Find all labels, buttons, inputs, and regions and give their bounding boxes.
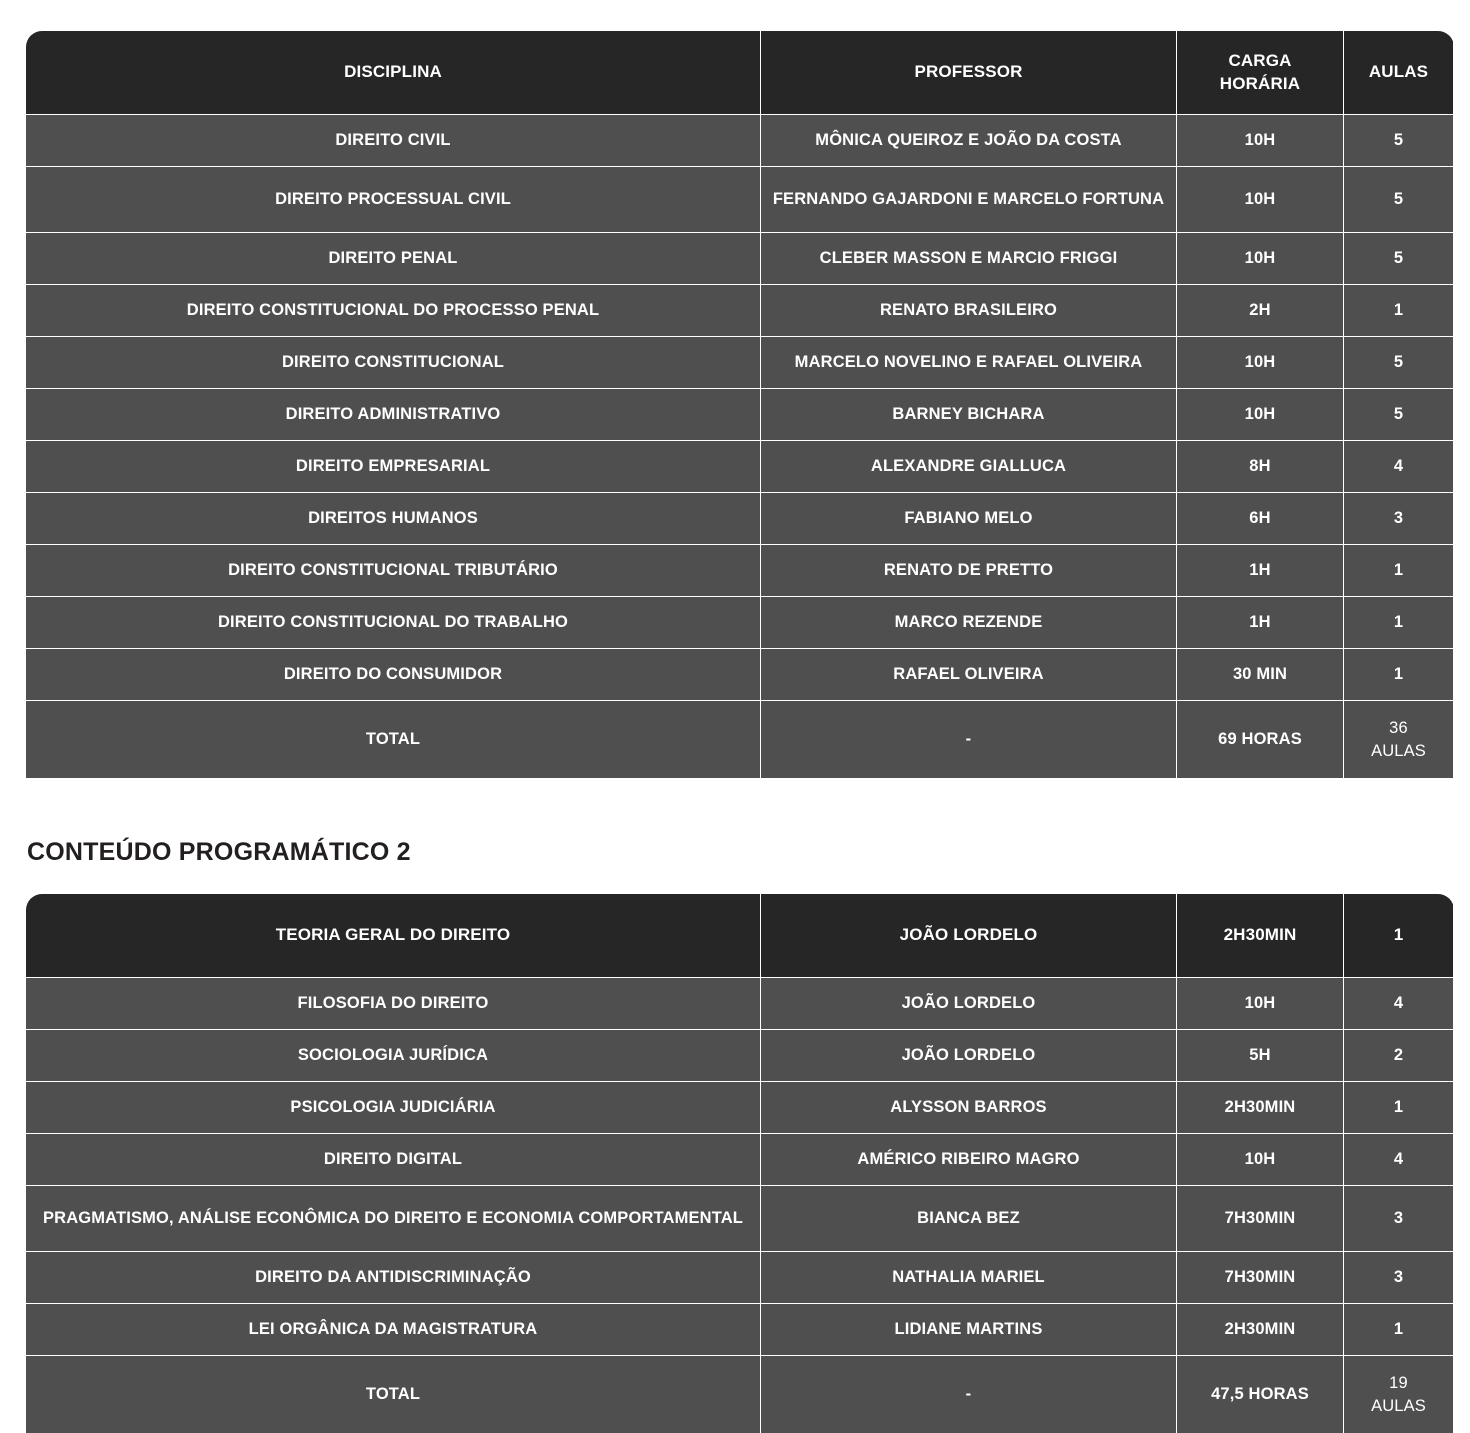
cell-professor: RENATO BRASILEIRO <box>761 285 1177 337</box>
table-header-row <box>26 31 1454 115</box>
cell-carga-horaria: 2H30MIN <box>1177 894 1344 978</box>
cell-disciplina: DIREITO CIVIL <box>26 115 761 167</box>
table-row <box>26 649 1454 701</box>
cell-professor: LIDIANE MARTINS <box>761 1304 1177 1356</box>
cell-disciplina: DIREITO CONSTITUCIONAL DO TRABALHO <box>26 597 761 649</box>
cell-aulas: 4 <box>1344 1134 1454 1186</box>
table-row <box>26 493 1454 545</box>
total-label: TOTAL <box>26 701 761 779</box>
cell-carga-horaria: 10H <box>1177 389 1344 441</box>
total-professor: - <box>761 1356 1177 1433</box>
cell-disciplina: PSICOLOGIA JUDICIÁRIA <box>26 1082 761 1134</box>
cell-disciplina: DIREITO ADMINISTRATIVO <box>26 389 761 441</box>
table-row <box>26 337 1454 389</box>
cell-aulas: 5 <box>1344 389 1454 441</box>
table-row <box>26 1252 1454 1304</box>
table-row <box>26 978 1454 1030</box>
table-row <box>26 441 1454 493</box>
cell-aulas: 1 <box>1344 1304 1454 1356</box>
cell-disciplina: DIREITO PROCESSUAL CIVIL <box>26 167 761 233</box>
cell-professor: BIANCA BEZ <box>761 1186 1177 1252</box>
cell-professor: ALYSSON BARROS <box>761 1082 1177 1134</box>
cell-aulas: 5 <box>1344 233 1454 285</box>
cell-professor: MÔNICA QUEIROZ E JOÃO DA COSTA <box>761 115 1177 167</box>
curriculum-table-2 <box>25 893 1454 1433</box>
cell-carga-horaria: 10H <box>1177 115 1344 167</box>
carga-header-line1: CARGA <box>1228 50 1292 70</box>
table-row <box>26 545 1454 597</box>
cell-disciplina: DIREITO DIGITAL <box>26 1134 761 1186</box>
cell-aulas: 5 <box>1344 115 1454 167</box>
cell-professor: ALEXANDRE GIALLUCA <box>761 441 1177 493</box>
table-row <box>26 1304 1454 1356</box>
cell-disciplina: FILOSOFIA DO DIREITO <box>26 978 761 1030</box>
cell-carga-horaria: 6H <box>1177 493 1344 545</box>
section-title-conteudo-programatico-2: CONTEÚDO PROGRAMÁTICO 2 <box>27 838 411 866</box>
cell-professor: FERNANDO GAJARDONI E MARCELO FORTUNA <box>761 167 1177 233</box>
cell-aulas: 3 <box>1344 1186 1454 1252</box>
table-row <box>26 597 1454 649</box>
total-professor: - <box>761 701 1177 779</box>
cell-carga-horaria: 8H <box>1177 441 1344 493</box>
total-label: TOTAL <box>26 1356 761 1433</box>
cell-professor: BARNEY BICHARA <box>761 389 1177 441</box>
table-row <box>26 389 1454 441</box>
cell-professor: MARCO REZENDE <box>761 597 1177 649</box>
cell-professor: AMÉRICO RIBEIRO MAGRO <box>761 1134 1177 1186</box>
column-header-disciplina: DISCIPLINA <box>26 31 761 115</box>
cell-aulas: 5 <box>1344 167 1454 233</box>
cell-disciplina: PRAGMATISMO, ANÁLISE ECONÔMICA DO DIREITO E ECONOMIA COMPORTAMENTAL <box>26 1186 761 1252</box>
cell-disciplina: DIREITO EMPRESARIAL <box>26 441 761 493</box>
cell-disciplina: TEORIA GERAL DO DIREITO <box>26 894 761 978</box>
cell-disciplina: DIREITOS HUMANOS <box>26 493 761 545</box>
cell-carga-horaria: 10H <box>1177 337 1344 389</box>
cell-carga-horaria: 7H30MIN <box>1177 1186 1344 1252</box>
cell-carga-horaria: 2H30MIN <box>1177 1304 1344 1356</box>
table-total-row <box>26 1356 1454 1433</box>
cell-disciplina: LEI ORGÂNICA DA MAGISTRATURA <box>26 1304 761 1356</box>
cell-carga-horaria: 1H <box>1177 597 1344 649</box>
cell-carga-horaria: 2H30MIN <box>1177 1082 1344 1134</box>
cell-aulas: 1 <box>1344 649 1454 701</box>
cell-aulas: 1 <box>1344 597 1454 649</box>
cell-aulas: 3 <box>1344 1252 1454 1304</box>
cell-professor: CLEBER MASSON E MARCIO FRIGGI <box>761 233 1177 285</box>
cell-professor: MARCELO NOVELINO E RAFAEL OLIVEIRA <box>761 337 1177 389</box>
cell-carga-horaria: 10H <box>1177 1134 1344 1186</box>
cell-disciplina: DIREITO DO CONSUMIDOR <box>26 649 761 701</box>
cell-professor: RENATO DE PRETTO <box>761 545 1177 597</box>
cell-carga-horaria: 30 MIN <box>1177 649 1344 701</box>
cell-professor: NATHALIA MARIEL <box>761 1252 1177 1304</box>
total-aulas <box>1344 701 1454 779</box>
cell-disciplina: DIREITO PENAL <box>26 233 761 285</box>
table-row <box>26 167 1454 233</box>
cell-disciplina: DIREITO DA ANTIDISCRIMINAÇÃO <box>26 1252 761 1304</box>
cell-aulas: 4 <box>1344 441 1454 493</box>
cell-professor: JOÃO LORDELO <box>761 978 1177 1030</box>
cell-professor: FABIANO MELO <box>761 493 1177 545</box>
table-row <box>26 115 1454 167</box>
table-row <box>26 1186 1454 1252</box>
cell-disciplina: DIREITO CONSTITUCIONAL DO PROCESSO PENAL <box>26 285 761 337</box>
cell-disciplina: DIREITO CONSTITUCIONAL <box>26 337 761 389</box>
table-total-row <box>26 701 1454 779</box>
cell-aulas: 2 <box>1344 1030 1454 1082</box>
cell-carga-horaria: 2H <box>1177 285 1344 337</box>
cell-disciplina: DIREITO CONSTITUCIONAL TRIBUTÁRIO <box>26 545 761 597</box>
cell-carga-horaria: 7H30MIN <box>1177 1252 1344 1304</box>
table-row <box>26 1082 1454 1134</box>
total-carga-horaria: 47,5 HORAS <box>1177 1356 1344 1433</box>
column-header-professor: PROFESSOR <box>761 31 1177 115</box>
total-aulas-count: 36 <box>1389 719 1408 738</box>
total-aulas-unit: AULAS <box>1371 741 1426 760</box>
cell-professor: RAFAEL OLIVEIRA <box>761 649 1177 701</box>
total-aulas-count: 19 <box>1389 1374 1408 1393</box>
table-row <box>26 285 1454 337</box>
cell-professor: JOÃO LORDELO <box>761 894 1177 978</box>
curriculum-table-1 <box>25 30 1454 779</box>
cell-carga-horaria: 1H <box>1177 545 1344 597</box>
cell-carga-horaria: 5H <box>1177 1030 1344 1082</box>
column-header-carga-horaria <box>1177 31 1344 115</box>
cell-aulas: 1 <box>1344 1082 1454 1134</box>
cell-carga-horaria: 10H <box>1177 233 1344 285</box>
cell-aulas: 1 <box>1344 894 1454 978</box>
table-row <box>26 233 1454 285</box>
cell-carga-horaria: 10H <box>1177 978 1344 1030</box>
cell-aulas: 1 <box>1344 285 1454 337</box>
carga-header-line2: HORÁRIA <box>1219 73 1301 93</box>
table-row-highlighted <box>26 894 1454 978</box>
table-row <box>26 1030 1454 1082</box>
cell-aulas: 1 <box>1344 545 1454 597</box>
column-header-aulas: AULAS <box>1344 31 1454 115</box>
table-2-body <box>26 894 1454 1433</box>
cell-disciplina: SOCIOLOGIA JURÍDICA <box>26 1030 761 1082</box>
cell-aulas: 4 <box>1344 978 1454 1030</box>
total-aulas <box>1344 1356 1454 1433</box>
cell-carga-horaria: 10H <box>1177 167 1344 233</box>
table-1-body <box>26 115 1454 779</box>
cell-aulas: 3 <box>1344 493 1454 545</box>
total-carga-horaria: 69 HORAS <box>1177 701 1344 779</box>
total-aulas-unit: AULAS <box>1371 1396 1426 1415</box>
table-row <box>26 1134 1454 1186</box>
cell-aulas: 5 <box>1344 337 1454 389</box>
cell-professor: JOÃO LORDELO <box>761 1030 1177 1082</box>
